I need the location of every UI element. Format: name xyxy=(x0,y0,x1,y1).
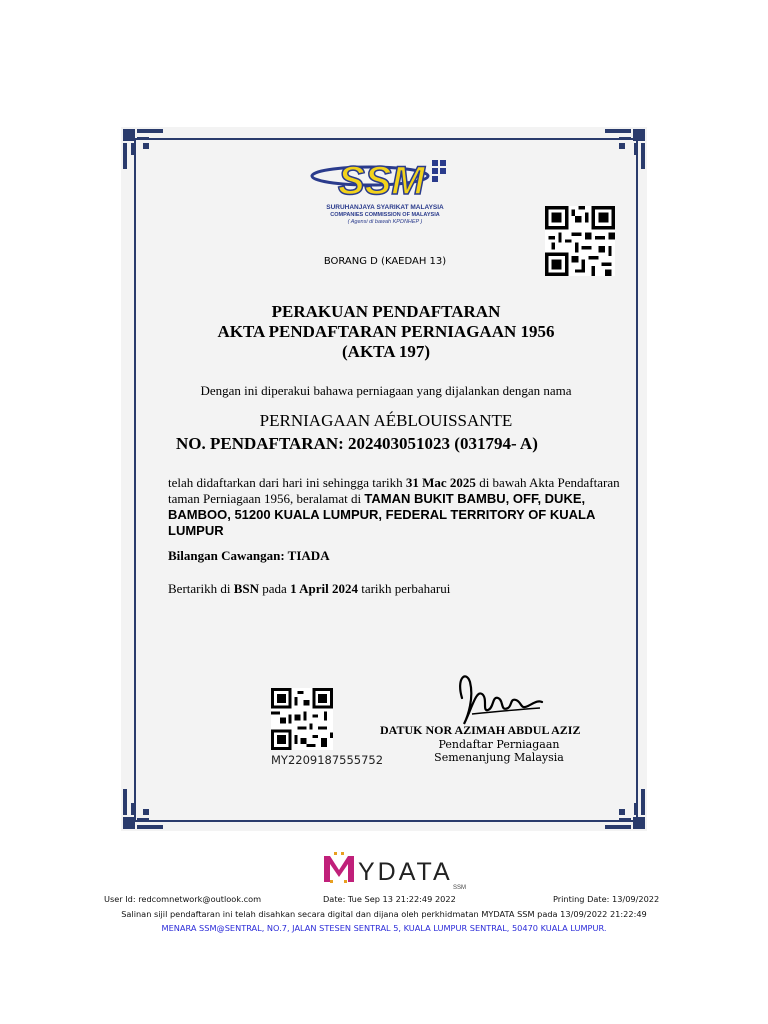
footer-address: MENARA SSM@SENTRAL, NO.7, JALAN STESEN SENTRAL 5, KUALA LUMPUR SENTRAL, 50470 KUALA LUMPUR. xyxy=(161,923,607,933)
dated-place: BSN xyxy=(233,581,260,596)
dated-date: 1 April 2024 xyxy=(290,581,358,596)
statement-part2: di bawah Akta Pendaftaran taman Perniagaan 1956, beralamat di xyxy=(168,475,620,506)
corner-ornament-top-left xyxy=(121,127,165,171)
dated-statement xyxy=(168,581,450,597)
registrar-signature xyxy=(452,668,548,730)
mydata-logo xyxy=(322,850,472,890)
corner-ornament-bottom-right xyxy=(603,787,647,831)
svg-text:SSM: SSM xyxy=(338,159,425,203)
registration-number: NO. PENDAFTARAN: 202403051023 (031794- A) xyxy=(176,434,538,453)
expiry-date: 31 Mac 2025 xyxy=(405,475,476,490)
branch-count: Bilangan Cawangan: TIADA xyxy=(168,548,330,563)
certificate-title: PERAKUAN PENDAFTARAN xyxy=(271,302,501,321)
qr-code-certificate xyxy=(270,688,334,750)
mydata-logo-sub: SSM xyxy=(453,885,467,890)
footer-user-id: User Id: redcomnetwork@outlook.com xyxy=(104,894,262,904)
qr-code-verification xyxy=(543,206,617,276)
org-name-english: COMPANIES COMMISSION OF MALAYSIA xyxy=(330,212,440,218)
dated-prefix: Bertarikh di xyxy=(168,581,231,596)
registration-statement xyxy=(168,475,628,539)
business-address: TAMAN BUKIT BAMBU, OFF, DUKE, BAMBOO, 51200 KUALA LUMPUR, FEDERAL TERRITORY OF KUALA LUMPUR xyxy=(168,491,595,538)
registrar-region: Semenanjung Malaysia xyxy=(434,751,564,764)
dated-mid: pada xyxy=(262,581,287,596)
registrar-title: Pendaftar Perniagaan xyxy=(438,738,560,751)
org-name-malay: SURUHANJAYA SYARIKAT MALAYSIA xyxy=(326,204,444,211)
certificate-act-title: AKTA PENDAFTARAN PERNIAGAAN 1956 xyxy=(217,322,555,341)
footer-date: Date: Tue Sep 13 21:22:49 2022 xyxy=(323,894,456,904)
certificate-serial: MY2209187555752 xyxy=(271,753,384,767)
dated-suffix: tarikh perbaharui xyxy=(361,581,451,596)
corner-ornament-top-right xyxy=(603,127,647,171)
org-agency-note: ( Agensi di bawah KPDNHEP ) xyxy=(347,219,423,225)
statement-part1: telah didaftarkan dari hari ini sehingga tarikh xyxy=(168,475,403,490)
mydata-logo-text: YDATA xyxy=(358,858,453,886)
form-label: BORANG D (KAEDAH 13) xyxy=(323,256,447,267)
business-name: PERNIAGAAN AÉBLOUISSANTE xyxy=(259,411,513,430)
intro-text: Dengan ini diperakui bahawa perniagaan yang dijalankan dengan nama xyxy=(200,383,572,398)
registrar-name: DATUK NOR AZIMAH ABDUL AZIZ xyxy=(380,723,581,737)
footer-printing-date: Printing Date: 13/09/2022 xyxy=(553,894,660,904)
corner-ornament-bottom-left xyxy=(121,787,165,831)
certificate-act-number: (AKTA 197) xyxy=(342,342,430,361)
footer-verification-note: Salinan sijil pendaftaran ini telah disahkan secara digital dan dijana oleh perkhidmatan MYDATA SSM pada 13/09/2022 21:22:49 xyxy=(121,909,647,919)
